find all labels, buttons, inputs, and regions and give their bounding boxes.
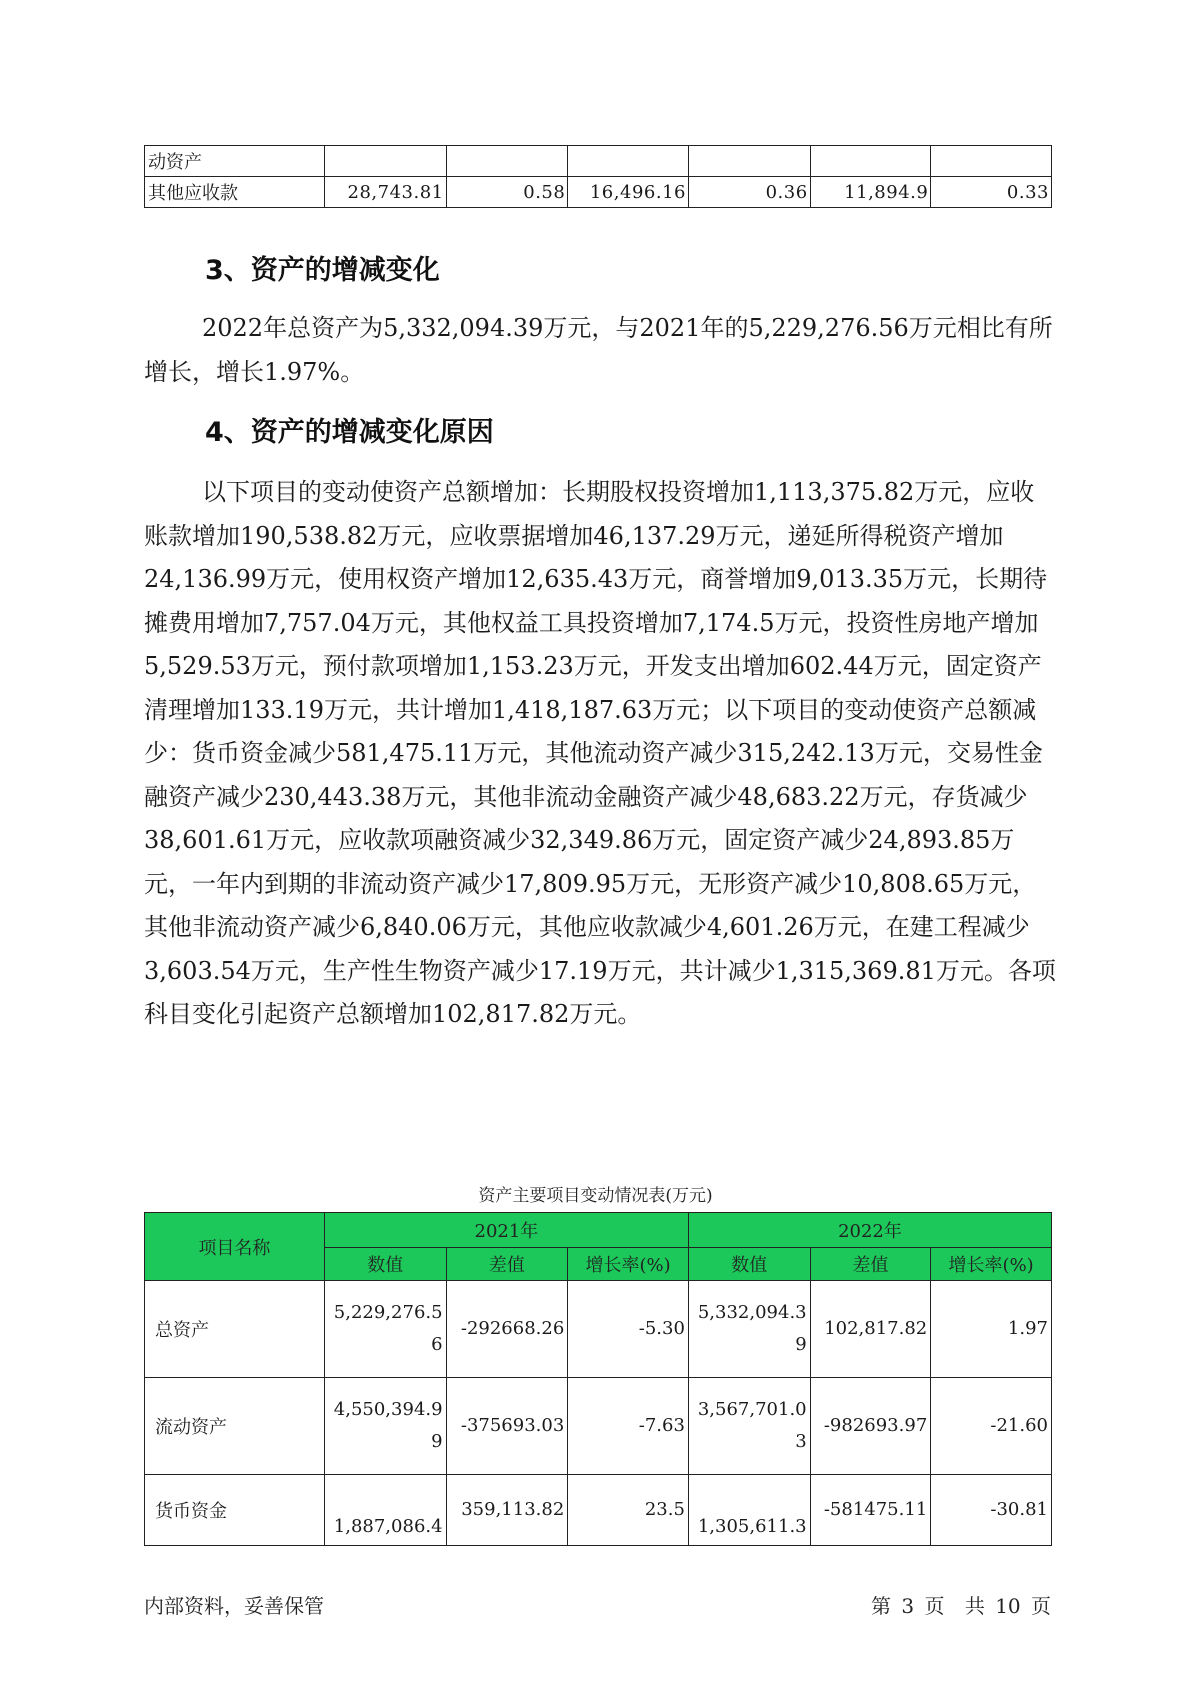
table-row [145, 1475, 1052, 1546]
cell-value: 3,567,701.03 [688, 1378, 810, 1475]
table-row [145, 177, 1052, 208]
table-header-row [145, 1213, 1052, 1248]
cell-rate: 1.97 [931, 1281, 1052, 1378]
column-header-rate: 增长率(%) [931, 1248, 1052, 1281]
cell-rate: -30.81 [931, 1475, 1052, 1546]
table-row [145, 1281, 1052, 1378]
cell-value: 28,743.81 [324, 177, 446, 208]
column-header-rate: 增长率(%) [568, 1248, 689, 1281]
column-header-diff: 差值 [810, 1248, 931, 1281]
column-header-2021: 2021年 [324, 1213, 688, 1248]
section-3-paragraph: 2022年总资产为5,332,094.39万元，与2021年的5,229,276.56万元相比有所增长，增长1.97%。 [144, 314, 1053, 386]
total-pages: 10 [995, 1594, 1021, 1618]
page-number: 3 [901, 1594, 915, 1618]
cell-value: 16,496.16 [568, 177, 689, 208]
footer-confidential-note: 内部资料，妥善保管 [144, 1594, 324, 1618]
row-label: 总资产 [145, 1281, 325, 1378]
page-prefix: 第 [871, 1594, 892, 1618]
cell-diff: -581475.11 [810, 1475, 931, 1546]
total-prefix: 共 [964, 1594, 985, 1618]
column-header-2022: 2022年 [688, 1213, 1051, 1248]
cell-value: 4,550,394.99 [324, 1378, 446, 1475]
cell-value: 5,229,276.56 [324, 1281, 446, 1378]
cell-value: 11,894.9 [810, 177, 931, 208]
cell-rate: -7.63 [568, 1378, 689, 1475]
column-header-value: 数值 [688, 1248, 810, 1281]
cell-value: 1,887,086.4 [324, 1475, 446, 1546]
column-header-diff: 差值 [446, 1248, 568, 1281]
cell-diff: -292668.26 [446, 1281, 568, 1378]
row-label: 货币资金 [145, 1475, 325, 1546]
table-row [145, 1378, 1052, 1475]
cell-value: 0.58 [446, 177, 568, 208]
cell-diff: 102,817.82 [810, 1281, 931, 1378]
row-label: 其他应收款 [145, 177, 325, 208]
section-heading-3: 3、资产的增减变化 [205, 255, 440, 286]
previous-table-fragment [144, 145, 1052, 208]
cell-rate: -21.60 [931, 1378, 1052, 1475]
row-label: 动资产 [145, 146, 325, 177]
cell-diff: -375693.03 [446, 1378, 568, 1475]
cell-rate: -5.30 [568, 1281, 689, 1378]
column-header-value: 数值 [324, 1248, 446, 1281]
cell-rate: 23.5 [568, 1475, 689, 1546]
table-caption: 资产主要项目变动情况表(万元) [478, 1186, 713, 1206]
footer-page-indicator [867, 1590, 1051, 1619]
cell-value: 5,332,094.39 [688, 1281, 810, 1378]
section-4-paragraph: 以下项目的变动使资产总额增加：长期股权投资增加1,113,375.82万元，应收账款增加190,538.82万元，应收票据增加46,137.29万元，递延所得税资产增加24,136.99万元，使用权资产增加12,635.43万元，商誉增加9,013.35万元，长期待摊费用增加7,757.04万元，其他权益工具投资增加7,174.5万元，投资性房地产增加5,529.53万元，预付款项增加1,153.23万元，开发支出增加602.44万元，固定资产清理增加133.19万元，共计增加1,418,187.63万元；以下项目的变动使资产总额减少：货币资金减少581,475.11万元，其他流动资产减少315,242.13万元，交易性金融资产减少230,443.38万元，其他非流动金融资产减少48,683.22万元，存货减少38,601.61万元，应收款项融资减少32,349.86万元，固定资产减少24,893.85万元，一年内到期的非流动资产减少17,809.95万元，无形资产减少10,808.65万元，其他非流动资产减少6,840.06万元，其他应收款减少4,601.26万元，在建工程减少3,603.54万元，生产性生物资产减少17.19万元，共计减少1,315,369.81万元。各项科目变化引起资产总额增加102,817.82万元。 [144, 478, 1056, 1028]
page-suffix: 页 [924, 1594, 945, 1618]
cell-value: 1,305,611.3 [688, 1475, 810, 1546]
cell-diff: -982693.97 [810, 1378, 931, 1475]
total-suffix: 页 [1031, 1594, 1051, 1618]
cell-value: 0.33 [931, 177, 1052, 208]
asset-change-table [144, 1212, 1052, 1546]
section-heading-4: 4、资产的增减变化原因 [205, 417, 494, 448]
row-label: 流动资产 [145, 1378, 325, 1475]
cell-diff: 359,113.82 [446, 1475, 568, 1546]
column-header-item: 项目名称 [145, 1213, 325, 1281]
table-row [145, 146, 1052, 177]
cell-value: 0.36 [688, 177, 810, 208]
